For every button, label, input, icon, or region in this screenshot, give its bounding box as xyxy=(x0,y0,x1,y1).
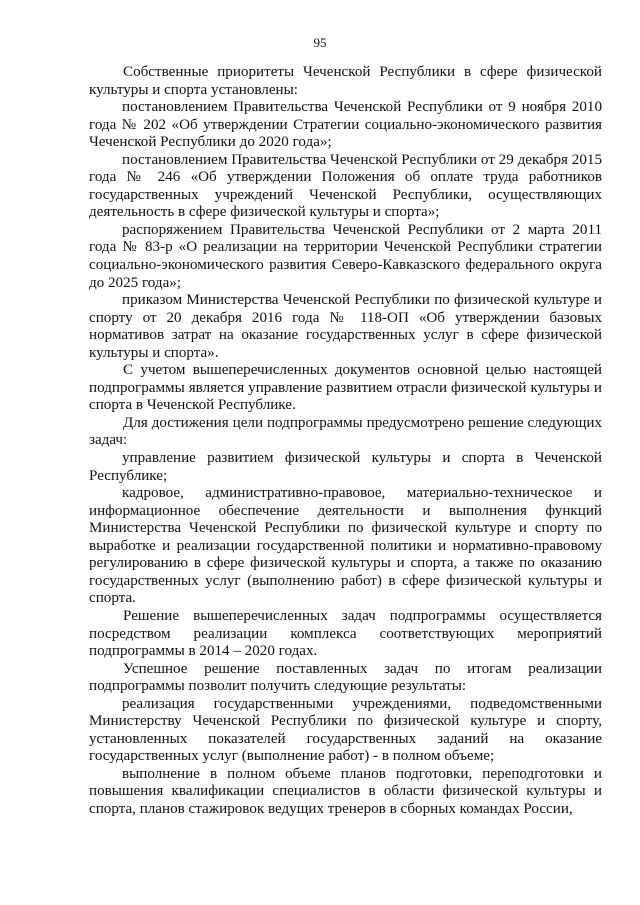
paragraph-ministry-order-2016: приказом Министерства Чеченской Республики по физической культуре и спорту от 20 декабря 2016 года № 118-ОП «Об утверждении базовых нормативов затрат на оказание государственных услуг в сфере физической культуры и спорта». xyxy=(89,292,602,361)
paragraph-results-intro: Успешное решение поставленных задач по итогам реализации подпрограммы позволит получить следующие результаты: xyxy=(89,660,602,695)
paragraph-result-state-tasks: реализация государственными учреждениями, подведомственными Министерству Чеченской Республики по физической культуре и спорту, установленных показателей государственных заданий на оказание государственных услуг (выполнение работ) - в полном объеме; xyxy=(89,695,602,765)
paragraph-task-support: кадровое, административно-правовое, материально-техническое и информационное обеспечение деятельности и выполнения функций Министерства Чеченской Республики по физической культуре и спорту по выработке и реализации государственной политики и нормативно-правовому регулированию в сфере физической культуры и спорта, а также по оказанию государственных услуг (выполнению работ) в сфере физической культуры и спорта. xyxy=(89,485,602,607)
paragraph-result-training-plans: выполнение в полном объеме планов подготовки, переподготовки и повышения квалификации специалистов в области физической культуры и спорта, планов стажировок ведущих тренеров в сборных командах России, xyxy=(89,765,602,817)
paragraph-main-goal: С учетом вышеперечисленных документов основной целью настоящей подпрограммы является управление развитием отрасли физической культуры и спорта в Чеченской Республике. xyxy=(89,362,602,414)
paragraph-resolution-2010: постановлением Правительства Чеченской Республики от 9 ноября 2010 года № 202 «Об утверждении Стратегии социально-экономического развития Чеченской Республики до 2020 года»; xyxy=(89,99,602,151)
paragraph-order-2011: распоряжением Правительства Чеченской Республики от 2 марта 2011 года № 83-р «О реализации на территории Чеченской Республики стратегии социально-экономического развития Северо-Кавказского федерального округа до 2025 года»; xyxy=(89,221,602,291)
paragraph-resolution-2015: постановлением Правительства Чеченской Республики от 29 декабря 2015 года № 246 «Об утверждении Положения об оплате труда работников государственных учреждений Чеченской Республики, осуществляющих деятельность в сфере физической культуры и спорта»; xyxy=(89,151,602,221)
paragraph-tasks-implementation: Решение вышеперечисленных задач подпрограммы осуществляется посредством реализации комплекса соответствующих мероприятий подпрограммы в 2014 – 2020 годах. xyxy=(89,607,602,660)
paragraph-task-management: управление развитием физической культуры и спорта в Чеченской Республике; xyxy=(89,450,602,484)
body-text xyxy=(89,64,602,819)
paragraph-priorities-intro: Собственные приоритеты Чеченской Республики в сфере физической культуры и спорта установлены: xyxy=(89,64,602,98)
page-number: 95 xyxy=(313,35,327,50)
paragraph-tasks-intro: Для достижения цели подпрограммы предусмотрено решение следующих задач: xyxy=(89,414,602,449)
